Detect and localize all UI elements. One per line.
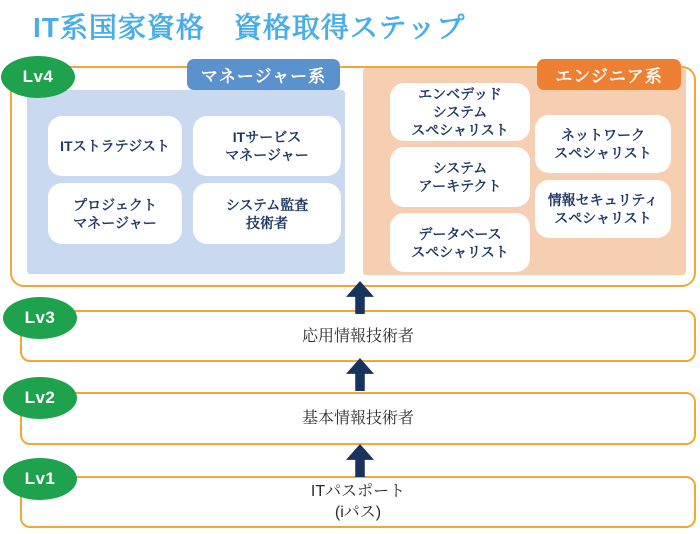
cert-text: 情報セキュリティ (547, 192, 659, 208)
cert-embedded-systems-specialist (390, 83, 530, 141)
cert-text: スペシャリスト (554, 210, 652, 226)
cert-text: ITストラテジスト (60, 138, 170, 154)
cert-project-manager (48, 183, 182, 244)
cert-text: スペシャリスト (411, 122, 509, 138)
lv1-label-sub: (iパス) (334, 504, 382, 521)
cert-system-audit-engineer (193, 183, 341, 244)
cert-text: アーキテクト (418, 178, 502, 194)
cert-text: システム監査 (225, 196, 309, 213)
cert-text: プロジェクト (73, 196, 157, 213)
cert-it-service-manager (193, 116, 341, 176)
cert-text: ITサービス (232, 129, 302, 145)
cert-text: ネットワーク (561, 127, 645, 143)
lv2-badge: Lv2 (3, 377, 77, 419)
cert-text: マネージャー (225, 147, 309, 163)
page-title: IT系国家資格 資格取得ステップ (33, 12, 466, 43)
lv2-box (20, 392, 696, 445)
engineer-header: エンジニア系 (537, 59, 681, 90)
lv4-badge: Lv4 (1, 56, 75, 98)
cert-text: 技術者 (246, 214, 288, 231)
lv3-badge: Lv3 (3, 297, 77, 339)
cert-text: データベース (418, 225, 502, 242)
cert-text: システム (432, 160, 488, 176)
lv3-label: 応用情報技術者 (301, 327, 414, 345)
lv1-label: ITパスポート (310, 483, 406, 500)
lv3-box (20, 310, 696, 362)
up-arrow-icon (346, 358, 374, 391)
cert-text: スペシャリスト (411, 243, 509, 260)
lv1-badge: Lv1 (3, 458, 77, 500)
cert-database-specialist (390, 213, 530, 272)
cert-it-strategist (48, 116, 182, 176)
up-arrow-icon (346, 444, 374, 477)
cert-infosec-specialist (535, 180, 671, 238)
cert-text: システム (432, 104, 488, 120)
cert-text: マネージャー (73, 214, 157, 231)
lv2-label: 基本情報技術者 (301, 410, 414, 427)
cert-text: スペシャリスト (554, 145, 652, 161)
manager-header: マネージャー系 (187, 59, 340, 90)
cert-text: エンベデッド (418, 86, 502, 102)
lv1-box (20, 476, 696, 528)
cert-network-specialist (535, 115, 671, 173)
cert-system-architect (390, 147, 530, 207)
